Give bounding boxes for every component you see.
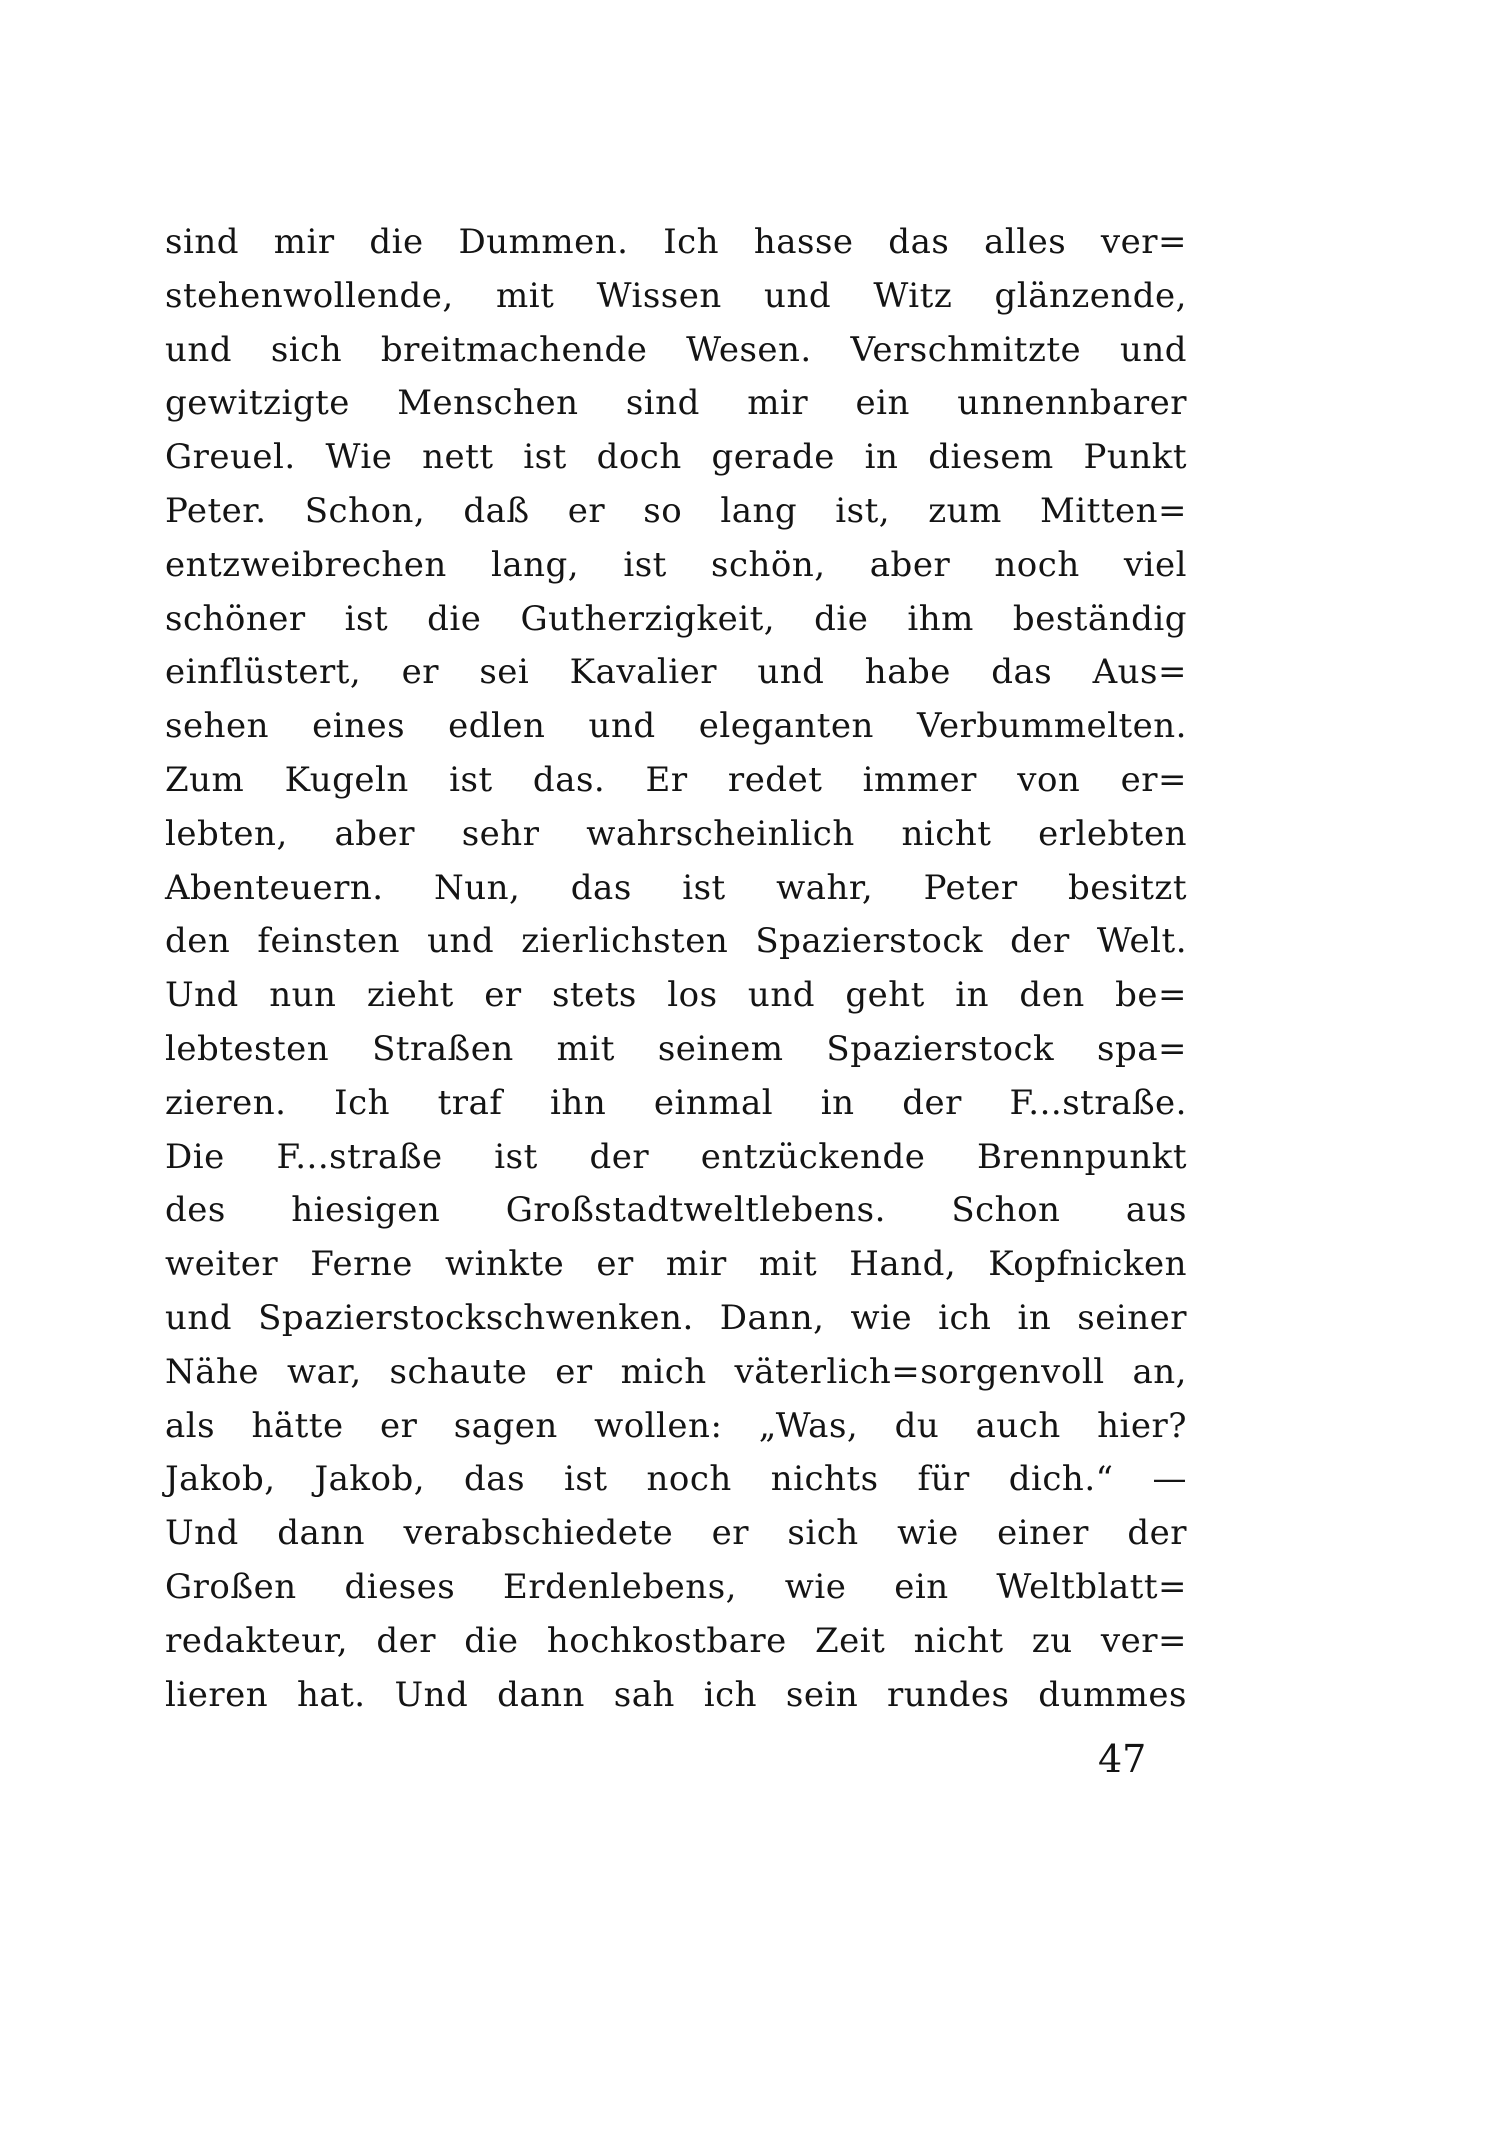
text-line: lieren hat. Und dann sah ich sein rundes dummes xyxy=(165,1674,1187,1715)
text-line: sehen eines edlen und eleganten Verbummelten. xyxy=(165,706,1187,747)
text-line: Und nun zieht er stets los und geht in den be= xyxy=(165,975,1187,1016)
text-line: lebtesten Straßen mit seinem Spazierstock spa= xyxy=(165,1028,1187,1069)
text-line: lebten, aber sehr wahrscheinlich nicht erlebten xyxy=(165,813,1187,854)
text-line: weiter Ferne winkte er mir mit Hand, Kopfnicken xyxy=(165,1244,1187,1285)
text-line: Abenteuern. Nun, das ist wahr, Peter besitzt xyxy=(165,867,1187,908)
text-line: und Spazierstockschwenken. Dann, wie ich in seiner xyxy=(165,1297,1187,1338)
text-line: redakteur, der die hochkostbare Zeit nicht zu ver= xyxy=(165,1620,1187,1661)
text-line: und sich breitmachende Wesen. Verschmitzte und xyxy=(165,329,1187,370)
text-line: Und dann verabschiedete er sich wie einer der xyxy=(165,1513,1187,1554)
text-line: den feinsten und zierlichsten Spazierstock der Welt. xyxy=(165,921,1187,962)
body-text-block xyxy=(165,216,1187,1722)
text-line: des hiesigen Großstadtweltlebens. Schon aus xyxy=(165,1190,1187,1231)
text-line: Greuel. Wie nett ist doch gerade in diesem Punkt xyxy=(165,437,1187,478)
text-line: schöner ist die Gutherzigkeit, die ihm beständig xyxy=(165,598,1187,639)
text-line: Die F...straße ist der entzückende Brennpunkt xyxy=(165,1136,1187,1177)
text-line: stehenwollende, mit Wissen und Witz glänzende, xyxy=(165,275,1187,316)
text-line: einflüstert, er sei Kavalier und habe das Aus= xyxy=(165,652,1187,693)
text-line: als hätte er sagen wollen: „Was, du auch hier? xyxy=(165,1405,1187,1446)
text-line: sind mir die Dummen. Ich hasse das alles ver= xyxy=(165,222,1187,262)
text-line: Jakob, Jakob, das ist noch nichts für dich.“ — xyxy=(165,1459,1187,1500)
text-line: entzweibrechen lang, ist schön, aber noch viel xyxy=(165,544,1187,585)
text-line: gewitzigte Menschen sind mir ein unnennbarer xyxy=(165,383,1187,424)
text-line: Peter. Schon, daß er so lang ist, zum Mitten= xyxy=(165,490,1187,531)
page-number: 47 xyxy=(1098,1737,1147,1781)
text-line: Nähe war, schaute er mich väterlich=sorgenvoll an, xyxy=(165,1351,1187,1392)
text-line: zieren. Ich traf ihn einmal in der F...straße. xyxy=(165,1082,1187,1123)
text-line: Großen dieses Erdenlebens, wie ein Weltblatt= xyxy=(165,1566,1187,1607)
text-line: Zum Kugeln ist das. Er redet immer von er= xyxy=(165,759,1187,800)
